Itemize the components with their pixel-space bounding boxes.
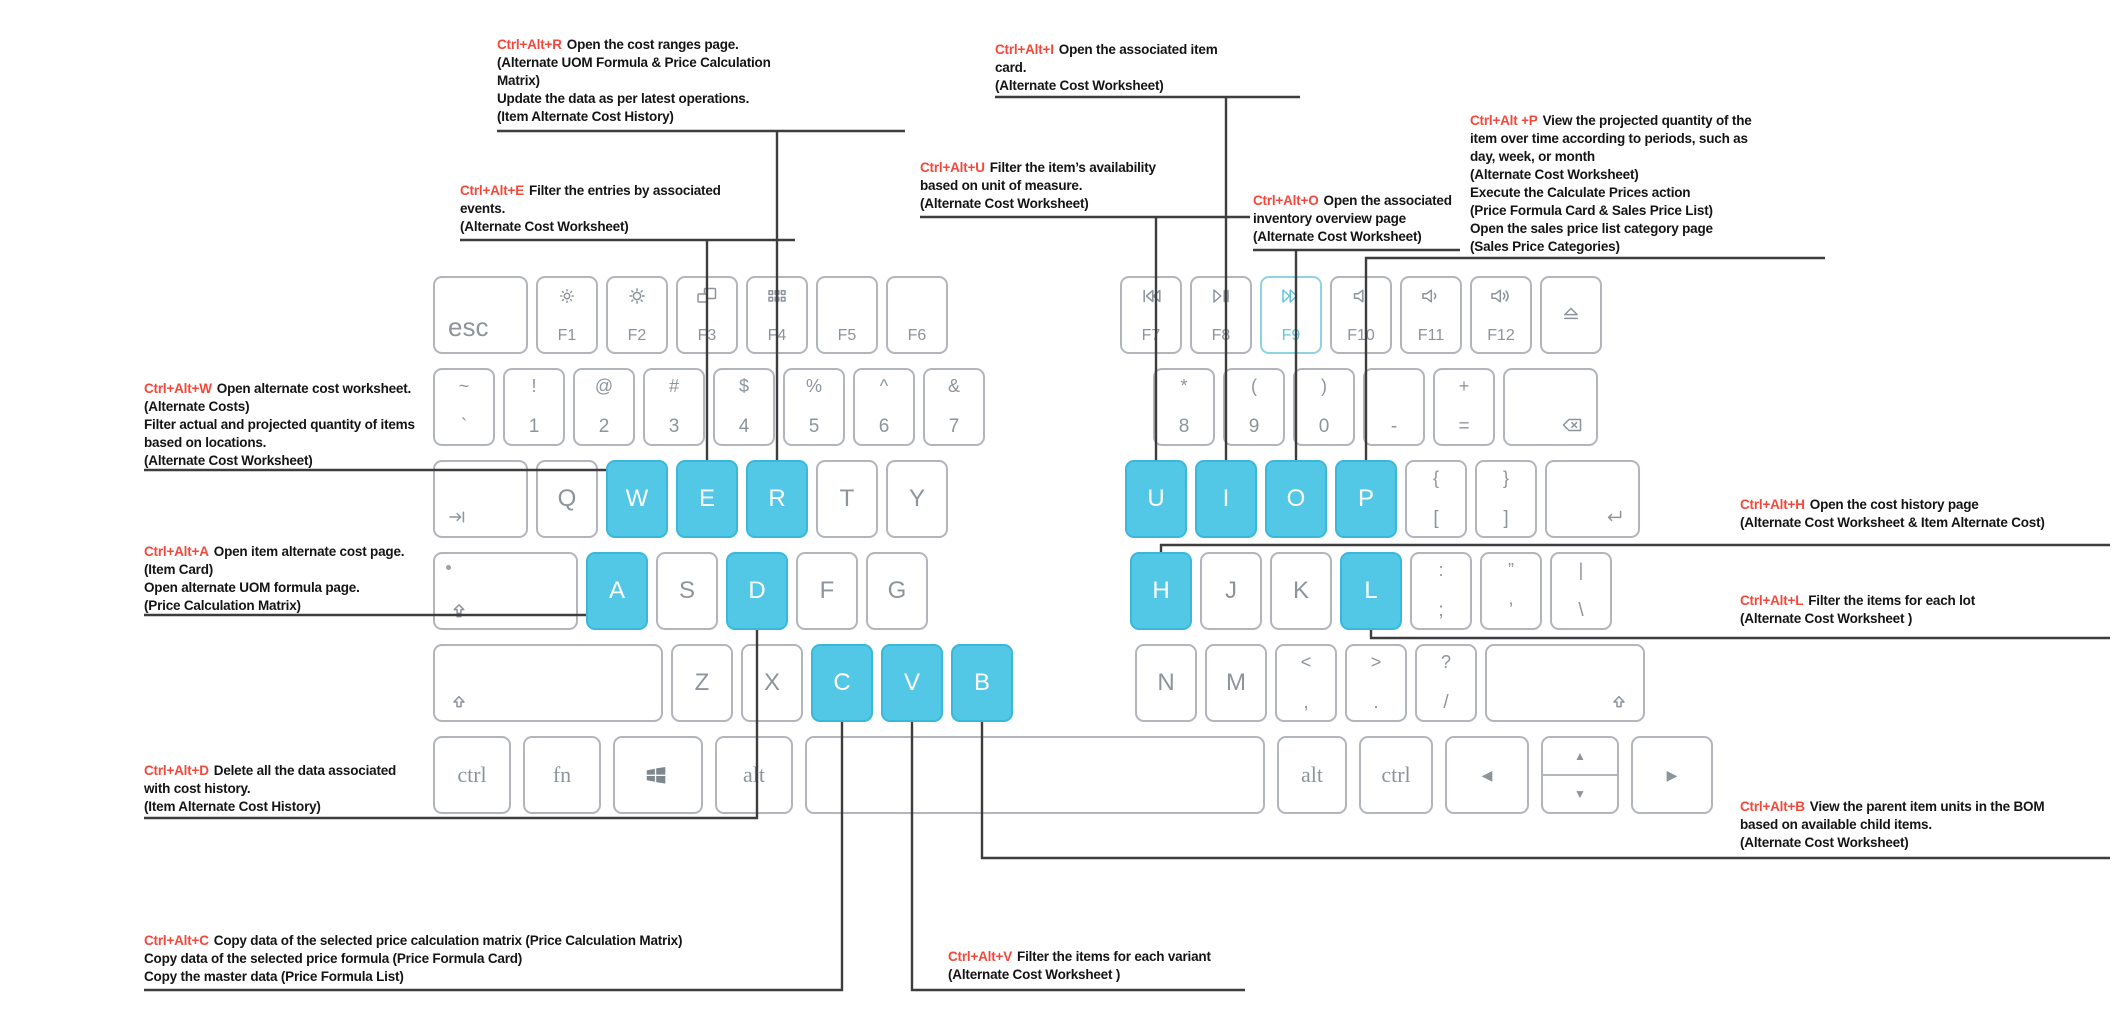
annotation-line: item over time according to periods, such as [1470, 131, 1748, 146]
annotation-ctrl-alt-p [1470, 112, 1752, 256]
key-lctrl [433, 736, 511, 814]
annotation-line: (Alternate Cost Worksheet & Item Alternate Cost) [1740, 515, 2045, 530]
arrow-up-glyph: ▲ [1574, 749, 1586, 763]
key-letter: K [1292, 577, 1309, 604]
key-lbracket [1405, 460, 1467, 538]
annotation-line: (Price Calculation Matrix) [144, 598, 301, 613]
key-q [536, 460, 598, 538]
key-m [1205, 644, 1267, 722]
key-lalt [715, 736, 793, 814]
key-symbol-top: $ [738, 376, 749, 396]
key-symbol-bottom: ] [1503, 508, 1509, 529]
key-letter: P [1357, 485, 1374, 512]
key-f10 [1330, 276, 1392, 354]
key-symbol-top: { [1432, 468, 1439, 488]
annotation-description: Open the cost ranges page. [566, 37, 739, 52]
annotation-line: Filter actual and projected quantity of items [144, 417, 415, 432]
key-symbol-bottom: 0 [1318, 416, 1330, 437]
key-f11 [1400, 276, 1462, 354]
annotation-line [1740, 592, 1975, 610]
key-letter: F [819, 577, 835, 604]
key-comma [1275, 644, 1337, 722]
annotation-ctrl-alt-u [920, 159, 1156, 213]
shortcut-label: Ctrl+Alt+A [144, 544, 209, 559]
shift-icon [1604, 689, 1634, 713]
key-letter: Q [557, 485, 577, 512]
key-g [866, 552, 928, 630]
annotation-line [144, 762, 396, 780]
key-letter: S [678, 577, 695, 604]
rewind-icon [1122, 284, 1180, 308]
annotation-line: events. [460, 201, 506, 216]
brightness-high-icon [608, 284, 666, 308]
annotation-line [144, 543, 404, 561]
key-win [613, 736, 703, 814]
annotation-ctrl-alt-v [948, 948, 1211, 984]
key-symbol-bottom: 7 [948, 416, 960, 437]
annotation-ctrl-alt-i [995, 41, 1218, 95]
annotation-line: (Item Card) [144, 562, 214, 577]
key-symbol-top: ! [531, 376, 537, 396]
annotation-ctrl-alt-d [144, 762, 396, 816]
annotation-ctrl-alt-h [1740, 496, 2045, 532]
annotation-line: (Alternate Cost Worksheet) [144, 453, 313, 468]
annotation-line: (Alternate Cost Worksheet) [1740, 835, 1909, 850]
shortcut-label: Ctrl+Alt+O [1253, 193, 1319, 208]
shortcut-label: Ctrl+Alt+B [1740, 799, 1805, 814]
key-period [1345, 644, 1407, 722]
caps-lock-icon [444, 597, 474, 621]
volume-down-icon [1402, 284, 1460, 308]
key-tab [433, 460, 528, 538]
key-symbol-top: @ [594, 376, 614, 396]
windows-logo-icon [615, 738, 701, 812]
key-quote [1480, 552, 1542, 630]
key-symbol-bottom: = [1458, 416, 1470, 437]
key-o [1265, 460, 1327, 538]
key-letter: E [698, 485, 715, 512]
key-letter: B [973, 669, 990, 696]
key-label: F1 [557, 327, 577, 344]
key-caps [433, 552, 578, 630]
key-letter: Z [694, 669, 710, 696]
key-n5 [783, 368, 845, 446]
annotation-description: Open the cost history page [1809, 497, 1979, 512]
key-v [881, 644, 943, 722]
annotation-line [497, 36, 771, 54]
arrow-glyph: ◀ [1481, 766, 1493, 783]
return-icon [1599, 505, 1629, 529]
key-label: esc [448, 312, 489, 342]
annotation-line [995, 41, 1218, 59]
key-label: F7 [1141, 327, 1161, 344]
key-letter: R [768, 485, 786, 512]
annotation-line [1740, 496, 2045, 514]
annotation-line [144, 932, 682, 950]
annotation-ctrl-alt-r [497, 36, 771, 126]
annotation-line [460, 182, 721, 200]
arrow-down-half [1543, 774, 1617, 812]
key-letter: O [1286, 485, 1306, 512]
key-l [1340, 552, 1402, 630]
key-letter: X [763, 669, 780, 696]
key-f7 [1120, 276, 1182, 354]
shortcut-label: Ctrl+Alt+H [1740, 497, 1805, 512]
key-label: alt [743, 762, 765, 787]
key-backslash [1550, 552, 1612, 630]
arrow-glyph: ▶ [1666, 766, 1678, 783]
annotation-line: (Alternate Cost Worksheet ) [1740, 611, 1913, 626]
tab-icon [444, 505, 474, 529]
key-e [676, 460, 738, 538]
key-rctrl [1359, 736, 1433, 814]
annotation-ctrl-alt-c [144, 932, 682, 986]
annotation-ctrl-alt-b [1740, 798, 2044, 852]
mute-icon [1332, 284, 1390, 308]
annotation-line: with cost history. [144, 781, 251, 796]
key-h [1130, 552, 1192, 630]
key-symbol-bottom: 1 [528, 416, 540, 437]
key-n9 [1223, 368, 1285, 446]
key-symbol-top: ? [1440, 652, 1451, 672]
key-label: F3 [697, 327, 717, 344]
key-n0 [1293, 368, 1355, 446]
annotation-description: Open alternate cost worksheet. [216, 381, 412, 396]
eject-icon [1542, 278, 1600, 352]
annotation-line: based on available child items. [1740, 817, 1932, 832]
shortcut-label: Ctrl+Alt+E [460, 183, 525, 198]
shortcut-label: Ctrl+Alt+D [144, 763, 209, 778]
key-z [671, 644, 733, 722]
shortcut-label: Ctrl+Alt+L [1740, 593, 1804, 608]
key-symbol-top: ^ [879, 376, 889, 396]
key-semicolon [1410, 552, 1472, 630]
key-arrow-left [1445, 736, 1529, 814]
annotation-line: Copy the master data (Price Formula List) [144, 969, 404, 984]
key-c [811, 644, 873, 722]
annotation-line: (Alternate Costs) [144, 399, 250, 414]
key-symbol-bottom: ’ [1508, 600, 1514, 621]
key-label: F11 [1417, 327, 1445, 344]
backspace-icon [1557, 413, 1587, 437]
annotation-line: (Alternate UOM Formula & Price Calculation [497, 55, 771, 70]
key-label: ctrl [1381, 762, 1411, 787]
annotation-line: (Alternate Cost Worksheet) [1253, 229, 1422, 244]
key-symbol-bottom: - [1390, 416, 1398, 437]
key-symbol-bottom: ; [1438, 600, 1444, 621]
arrow-down-glyph: ▼ [1574, 787, 1586, 801]
annotation-description: View the projected quantity of the [1542, 113, 1752, 128]
key-n [1135, 644, 1197, 722]
key-label: fn [552, 762, 572, 787]
key-letter: A [608, 577, 625, 604]
volume-up-icon [1472, 284, 1530, 308]
key-symbol-bottom: 4 [738, 416, 750, 437]
key-symbol-bottom: 8 [1178, 416, 1190, 437]
annotation-ctrl-alt-w [144, 380, 415, 470]
annotation-line: (Alternate Cost Worksheet) [1470, 167, 1639, 182]
key-symbol-top: * [1180, 376, 1188, 396]
key-f9 [1260, 276, 1322, 354]
key-symbol-top: # [668, 376, 679, 396]
annotation-line: Open alternate UOM formula page. [144, 580, 360, 595]
annotation-ctrl-alt-e [460, 182, 721, 236]
key-symbol-bottom: 5 [808, 416, 820, 437]
key-n1 [503, 368, 565, 446]
key-symbol-top: ( [1251, 376, 1257, 396]
key-label: F5 [837, 327, 857, 344]
annotation-line [948, 948, 1211, 966]
key-x [741, 644, 803, 722]
annotation-line: (Alternate Cost Worksheet ) [948, 967, 1121, 982]
key-space [805, 736, 1265, 814]
key-letter: H [1152, 577, 1170, 604]
key-return [1545, 460, 1640, 538]
key-f5 [816, 276, 878, 354]
key-minus [1363, 368, 1425, 446]
key-symbol-top: ~ [458, 376, 470, 396]
key-f3 [676, 276, 738, 354]
key-s [656, 552, 718, 630]
key-a [586, 552, 648, 630]
key-j [1200, 552, 1262, 630]
fast-forward-icon [1262, 284, 1320, 308]
key-label: ctrl [457, 762, 487, 787]
key-label: F9 [1281, 327, 1301, 344]
key-letter: M [1226, 669, 1246, 696]
key-letter: D [748, 577, 766, 604]
key-b [951, 644, 1013, 722]
key-letter: V [903, 669, 920, 696]
key-symbol-top: | [1578, 560, 1584, 580]
shift-icon [444, 689, 474, 713]
key-label: F8 [1211, 327, 1231, 344]
grid-icon [748, 284, 806, 308]
annotation-line: (Item Alternate Cost History) [497, 109, 674, 124]
key-f [796, 552, 858, 630]
key-n8 [1153, 368, 1215, 446]
annotation-line: Update the data as per latest operations. [497, 91, 750, 106]
key-equals [1433, 368, 1495, 446]
key-rbracket [1475, 460, 1537, 538]
key-y [886, 460, 948, 538]
key-lshift [433, 644, 663, 722]
key-ralt [1277, 736, 1347, 814]
key-symbol-top: & [947, 376, 960, 396]
annotation-ctrl-alt-o [1253, 192, 1452, 246]
key-k [1270, 552, 1332, 630]
key-grave [433, 368, 495, 446]
annotation-line [920, 159, 1156, 177]
annotation-line: (Item Alternate Cost History) [144, 799, 321, 814]
annotation-line: (Alternate Cost Worksheet) [920, 196, 1089, 211]
key-label: F6 [907, 327, 927, 344]
annotation-line: (Price Formula Card & Sales Price List) [1470, 203, 1713, 218]
key-symbol-bottom: \ [1578, 600, 1584, 621]
key-label: F12 [1487, 327, 1515, 344]
key-t [816, 460, 878, 538]
key-symbol-top: ” [1508, 560, 1514, 580]
annotation-line [1253, 192, 1452, 210]
key-f2 [606, 276, 668, 354]
key-letter: C [833, 669, 851, 696]
key-f4 [746, 276, 808, 354]
key-arrow-up-down [1541, 736, 1619, 814]
key-label: F10 [1347, 327, 1375, 344]
key-f8 [1190, 276, 1252, 354]
annotation-line [1470, 112, 1752, 130]
annotation-line: Copy data of the selected price formula (Price Formula Card) [144, 951, 523, 966]
shortcut-label: Ctrl+Alt+I [995, 42, 1054, 57]
annotation-ctrl-alt-l [1740, 592, 1975, 628]
annotation-description: Delete all the data associated [213, 763, 397, 778]
annotation-line: Matrix) [497, 73, 540, 88]
annotation-line: Execute the Calculate Prices action [1470, 185, 1691, 200]
annotation-line: (Alternate Cost Worksheet) [995, 78, 1164, 93]
annotation-description: Open the associated item [1058, 42, 1218, 57]
key-fn [523, 736, 601, 814]
annotation-line [144, 380, 415, 398]
annotation-line: (Alternate Cost Worksheet) [460, 219, 629, 234]
shortcut-label: Ctrl+Alt +P [1470, 113, 1538, 128]
key-symbol-top: : [1438, 560, 1444, 580]
annotation-description: Open the associated [1323, 193, 1452, 208]
brightness-low-icon [538, 284, 596, 308]
key-letter: W [625, 485, 649, 512]
annotation-line: based on locations. [144, 435, 267, 450]
annotation-description: Filter the items for each variant [1017, 949, 1211, 964]
annotation-description: Copy data of the selected price calculation matrix (Price Calculation Matrix) [213, 933, 683, 948]
key-letter: L [1364, 577, 1378, 604]
tiles-icon [678, 284, 736, 308]
annotation-description: Filter the items for each lot [1808, 593, 1975, 608]
key-symbol-bottom: [ [1433, 508, 1439, 529]
annotation-description: Filter the item’s availability [989, 160, 1156, 175]
key-f12 [1470, 276, 1532, 354]
key-symbol-bottom: 6 [878, 416, 890, 437]
annotation-description: Filter the entries by associated [529, 183, 721, 198]
key-w [606, 460, 668, 538]
annotation-description: View the parent item units in the BOM [1809, 799, 2045, 814]
annotation-description: Open item alternate cost page. [213, 544, 405, 559]
annotation-line [1740, 798, 2044, 816]
key-letter: J [1225, 577, 1237, 604]
annotation-line: inventory overview page [1253, 211, 1406, 226]
key-n4 [713, 368, 775, 446]
key-n2 [573, 368, 635, 446]
key-letter: U [1147, 485, 1165, 512]
key-slash [1415, 644, 1477, 722]
key-symbol-top: + [1458, 376, 1470, 396]
key-arrow-right [1631, 736, 1713, 814]
connector-ctrl-alt-h [1161, 545, 2110, 552]
key-letter: G [887, 577, 907, 604]
key-symbol-bottom: 9 [1248, 416, 1260, 437]
shortcut-label: Ctrl+Alt+R [497, 37, 562, 52]
connector-ctrl-alt-l [1371, 630, 2110, 638]
key-rshift [1485, 644, 1645, 722]
annotation-line: card. [995, 60, 1027, 75]
play-pause-icon [1192, 284, 1250, 308]
key-f6 [886, 276, 948, 354]
key-label: F4 [767, 327, 787, 344]
key-symbol-top: > [1370, 652, 1382, 672]
key-r [746, 460, 808, 538]
key-symbol-top: % [805, 376, 822, 396]
key-symbol-bottom: / [1443, 692, 1449, 713]
key-i [1195, 460, 1257, 538]
key-n3 [643, 368, 705, 446]
shortcut-label: Ctrl+Alt+C [144, 933, 209, 948]
key-n6 [853, 368, 915, 446]
key-letter: Y [908, 485, 925, 512]
key-symbol-bottom: . [1373, 692, 1379, 713]
key-letter: I [1222, 485, 1230, 512]
key-label: alt [1301, 762, 1323, 787]
key-f1 [536, 276, 598, 354]
annotation-line: Open the sales price list category page [1470, 221, 1713, 236]
key-label: F2 [627, 327, 647, 344]
key-symbol-top: } [1502, 468, 1509, 488]
key-esc [433, 276, 528, 354]
key-symbol-bottom: ` [460, 416, 468, 437]
annotation-line: based on unit of measure. [920, 178, 1083, 193]
shortcut-label: Ctrl+Alt+U [920, 160, 985, 175]
key-n7 [923, 368, 985, 446]
key-symbol-bottom: 3 [668, 416, 680, 437]
shortcut-label: Ctrl+Alt+V [948, 949, 1013, 964]
key-letter: T [839, 485, 855, 512]
key-eject [1540, 276, 1602, 354]
caps-indicator-dot [446, 565, 451, 570]
key-symbol-top: < [1300, 652, 1312, 672]
key-backspace [1503, 368, 1598, 446]
key-d [726, 552, 788, 630]
annotation-line: day, week, or month [1470, 149, 1595, 164]
key-u [1125, 460, 1187, 538]
key-symbol-top: ) [1321, 376, 1327, 396]
key-symbol-bottom: , [1303, 692, 1309, 713]
arrow-up-half [1543, 738, 1617, 774]
shortcut-label: Ctrl+Alt+W [144, 381, 212, 396]
key-p [1335, 460, 1397, 538]
key-symbol-bottom: 2 [598, 416, 610, 437]
annotation-line: (Sales Price Categories) [1470, 239, 1620, 254]
annotation-ctrl-alt-a [144, 543, 404, 615]
key-letter: N [1157, 669, 1175, 696]
